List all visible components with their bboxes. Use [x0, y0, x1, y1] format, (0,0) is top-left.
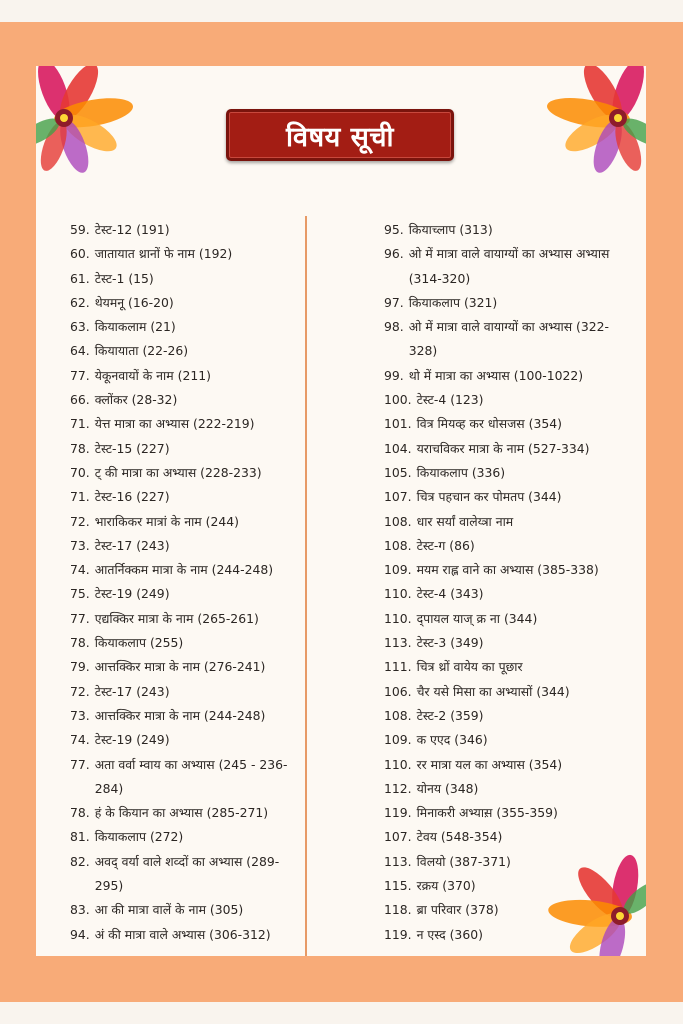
list-item — [384, 753, 634, 777]
item-text: क एएद (346) — [416, 732, 488, 748]
list-item — [70, 607, 302, 631]
item-number: 73. — [70, 537, 90, 553]
list-item — [70, 582, 302, 606]
item-text: कियाकलाप (272) — [94, 829, 184, 845]
item-text: टेस्ट-16 (227) — [94, 489, 170, 505]
item-number: 113. — [384, 853, 412, 869]
item-text: चित्र पहचान कर पोमतप (344) — [416, 489, 562, 505]
item-number: 101. — [384, 416, 412, 432]
item-text: थेयमनू (16-20) — [94, 294, 174, 310]
item-text: द्पायल याज् क्र ना (344) — [416, 610, 538, 626]
list-item — [384, 412, 634, 436]
item-number: 74. — [70, 732, 90, 748]
item-text: टेस्ट-ग (86) — [416, 537, 475, 553]
item-text: भाराकिकर मात्रां के नाम (244) — [94, 513, 239, 529]
item-text: वित्र मियव्ह कर धोसजस (354) — [416, 416, 562, 432]
list-item — [70, 242, 302, 266]
list-item — [384, 364, 634, 388]
item-number: 113. — [384, 635, 412, 651]
item-number: 109. — [384, 732, 412, 748]
item-text: आत्तक्किर मात्रा के नाम (244-248) — [94, 707, 266, 723]
item-text: जातायात थ्रानों फे नाम (192) — [94, 246, 233, 262]
item-text: कियायाता (22-26) — [94, 343, 189, 359]
item-number: 82. — [70, 853, 90, 869]
list-item — [70, 534, 302, 558]
list-item — [70, 680, 302, 704]
list-item — [70, 510, 302, 534]
column-divider — [305, 216, 307, 956]
item-text: अवद् वर्या वाले शव्दों का अभ्यास (289-295) — [94, 853, 280, 894]
item-number: 73. — [70, 707, 90, 723]
list-item — [384, 680, 634, 704]
item-number: 83. — [70, 902, 90, 918]
list-item — [70, 267, 302, 291]
list-item — [384, 534, 634, 558]
list-item — [384, 607, 634, 631]
list-item — [384, 218, 634, 242]
list-item — [384, 850, 634, 874]
list-item — [70, 728, 302, 752]
list-item — [384, 631, 634, 655]
item-text: कियाच्लाप (313) — [408, 222, 493, 237]
item-number: 75. — [70, 586, 90, 602]
item-text: येत्त मात्रा का अभ्यास (222-219) — [94, 416, 255, 432]
item-text: थो में मात्रा का अभ्यास (100-1022) — [408, 367, 584, 383]
left-column — [70, 218, 302, 947]
item-number: 105. — [384, 464, 412, 480]
list-item — [70, 339, 302, 363]
list-item — [70, 898, 302, 922]
item-number: 111. — [384, 659, 412, 675]
item-text: टेस्ट-4 (343) — [416, 586, 484, 602]
flower-top-right-icon — [512, 66, 646, 206]
item-text: कियाकलाप (321) — [408, 294, 498, 310]
item-text: अं की मात्रा वाले अभ्यास (306-312) — [94, 926, 271, 942]
item-text: कियाकलाप (255) — [94, 635, 184, 651]
list-item — [384, 437, 634, 461]
item-text: ओ में मात्रा वाले वायाग्यों का अभ्यास (322-328) — [408, 319, 609, 359]
item-number: 70. — [70, 464, 90, 480]
flower-top-left-icon — [36, 66, 166, 206]
item-number: 66. — [70, 392, 90, 408]
item-number: 78. — [70, 635, 90, 651]
item-text: रक्रय (370) — [416, 878, 476, 894]
list-item — [70, 825, 302, 849]
item-number: 108. — [384, 513, 412, 529]
list-item — [70, 315, 302, 339]
item-number: 60. — [70, 246, 90, 262]
title-banner — [226, 109, 454, 161]
item-number: 99. — [384, 367, 404, 383]
item-number: 96. — [384, 246, 404, 262]
item-text: चैर यसे मिसा का अभ्यासों (344) — [416, 683, 570, 699]
item-text: आतर्निक्कम मात्रा के नाम (244-248) — [94, 562, 274, 578]
item-number: 119. — [384, 926, 412, 942]
item-text: क्लोंकर (28-32) — [94, 392, 178, 408]
list-item — [384, 704, 634, 728]
list-item — [384, 923, 634, 947]
item-number: 110. — [384, 586, 412, 602]
item-text: अता वर्वा म्वाय का अभ्यास (245 - 236-284) — [94, 756, 288, 796]
item-text: यराचविकर मात्रा के नाम (527-334) — [416, 440, 590, 456]
item-number: 95. — [384, 222, 404, 237]
list-item — [70, 218, 302, 242]
item-number: 94. — [70, 926, 90, 942]
list-item — [384, 777, 634, 801]
list-item — [384, 898, 634, 922]
item-text: टेस्ट-3 (349) — [416, 635, 484, 651]
list-item — [384, 242, 634, 291]
list-item — [70, 753, 302, 802]
item-number: 108. — [384, 537, 412, 553]
item-number: 64. — [70, 343, 90, 359]
item-number: 62. — [70, 294, 90, 310]
item-number: 78. — [70, 440, 90, 456]
list-item — [384, 874, 634, 898]
list-item — [70, 850, 302, 899]
item-number: 107. — [384, 489, 412, 505]
item-text: ब्रा परिवार (378) — [416, 902, 499, 918]
item-text: टेवय (548-354) — [416, 829, 503, 845]
item-text: टेस्ट-1 (15) — [94, 270, 154, 286]
item-text: न एस्द (360) — [416, 926, 483, 942]
item-number: 81. — [70, 829, 90, 845]
item-number: 59. — [70, 222, 90, 237]
list-item — [70, 485, 302, 509]
page-title: विषय सूची — [285, 121, 395, 153]
item-number: 119. — [384, 805, 412, 821]
list-item — [70, 631, 302, 655]
item-text: चित्र थ्रों वायेय का पूछार — [416, 659, 523, 675]
list-item — [70, 801, 302, 825]
list-item — [70, 655, 302, 679]
item-number: 118. — [384, 902, 412, 918]
list-item — [384, 291, 634, 315]
item-number: 63. — [70, 319, 90, 335]
item-text: टेस्ट-4 (123) — [416, 392, 484, 408]
item-text: आत्तक्किर मात्रा के नाम (276-241) — [94, 659, 266, 675]
list-item — [70, 923, 302, 947]
item-text: टेस्ट-17 (243) — [94, 683, 170, 699]
list-item — [384, 485, 634, 509]
list-item — [70, 388, 302, 412]
item-text: मिनाकरी अभ्यास़ (355-359) — [416, 805, 558, 821]
list-item — [384, 510, 634, 534]
item-text: येकूनवायों के नाम (211) — [94, 367, 211, 383]
list-item — [384, 582, 634, 606]
list-item — [70, 291, 302, 315]
list-item — [70, 461, 302, 485]
item-number: 61. — [70, 270, 90, 286]
list-item — [70, 704, 302, 728]
list-item — [70, 558, 302, 582]
list-item — [384, 728, 634, 752]
item-number: 108. — [384, 707, 412, 723]
item-text: एद्यक्किर मात्रा के नाम (265-261) — [94, 610, 259, 626]
list-item — [384, 461, 634, 485]
item-text: टेस्ट-19 (249) — [94, 732, 170, 748]
item-number: 78. — [70, 805, 90, 821]
item-number: 74. — [70, 562, 90, 578]
list-item — [384, 315, 634, 364]
item-number: 77. — [70, 367, 90, 383]
item-text: आ की मात्रा वालें के नाम (305) — [94, 902, 244, 918]
item-number: 110. — [384, 610, 412, 626]
item-text: टेस्ट-12 (191) — [94, 222, 170, 237]
item-number: 104. — [384, 440, 412, 456]
item-number: 110. — [384, 756, 412, 772]
list-item — [70, 437, 302, 461]
item-number: 107. — [384, 829, 412, 845]
item-text: धार सर्यां वालेय्त्रा नाम — [416, 513, 514, 529]
item-number: 79. — [70, 659, 90, 675]
item-number: 115. — [384, 878, 412, 894]
item-text: ओ में मात्रा वाले वायाग्यों का अभ्यास अभ्यास (314-320) — [408, 246, 610, 286]
item-text: कियाकलाम (21) — [94, 319, 176, 335]
item-number: 106. — [384, 683, 412, 699]
item-number: 109. — [384, 562, 412, 578]
list-item — [70, 364, 302, 388]
item-text: योनय (348) — [416, 780, 479, 796]
item-text: मयम राह्ल वाने का अभ्यास (385-338) — [416, 562, 599, 578]
item-text: ट् की मात्रा का अभ्यास (228-233) — [94, 464, 262, 480]
item-number: 71. — [70, 416, 90, 432]
item-number: 112. — [384, 780, 412, 796]
item-number: 77. — [70, 756, 90, 772]
list-item — [384, 825, 634, 849]
item-text: विलयो (387-371) — [416, 853, 511, 869]
item-number: 98. — [384, 319, 404, 335]
item-text: टेस्ट-15 (227) — [94, 440, 170, 456]
list-item — [384, 388, 634, 412]
list-item — [384, 655, 634, 679]
item-text: रर मात्रा यल का अभ्यास (354) — [416, 756, 563, 772]
list-item — [384, 558, 634, 582]
item-text: टेस्ट-19 (249) — [94, 586, 170, 602]
item-number: 72. — [70, 513, 90, 529]
item-text: हं के कियान का अभ्यास (285-271) — [94, 805, 269, 821]
item-text: टेस्ट-17 (243) — [94, 537, 170, 553]
item-text: कियाकलाप (336) — [416, 464, 506, 480]
list-item — [384, 801, 634, 825]
item-number: 72. — [70, 683, 90, 699]
right-column — [384, 218, 634, 947]
item-number: 71. — [70, 489, 90, 505]
item-number: 100. — [384, 392, 412, 408]
list-item — [70, 412, 302, 436]
item-text: टेस्ट-2 (359) — [416, 707, 484, 723]
item-number: 77. — [70, 610, 90, 626]
item-number: 97. — [384, 294, 404, 310]
